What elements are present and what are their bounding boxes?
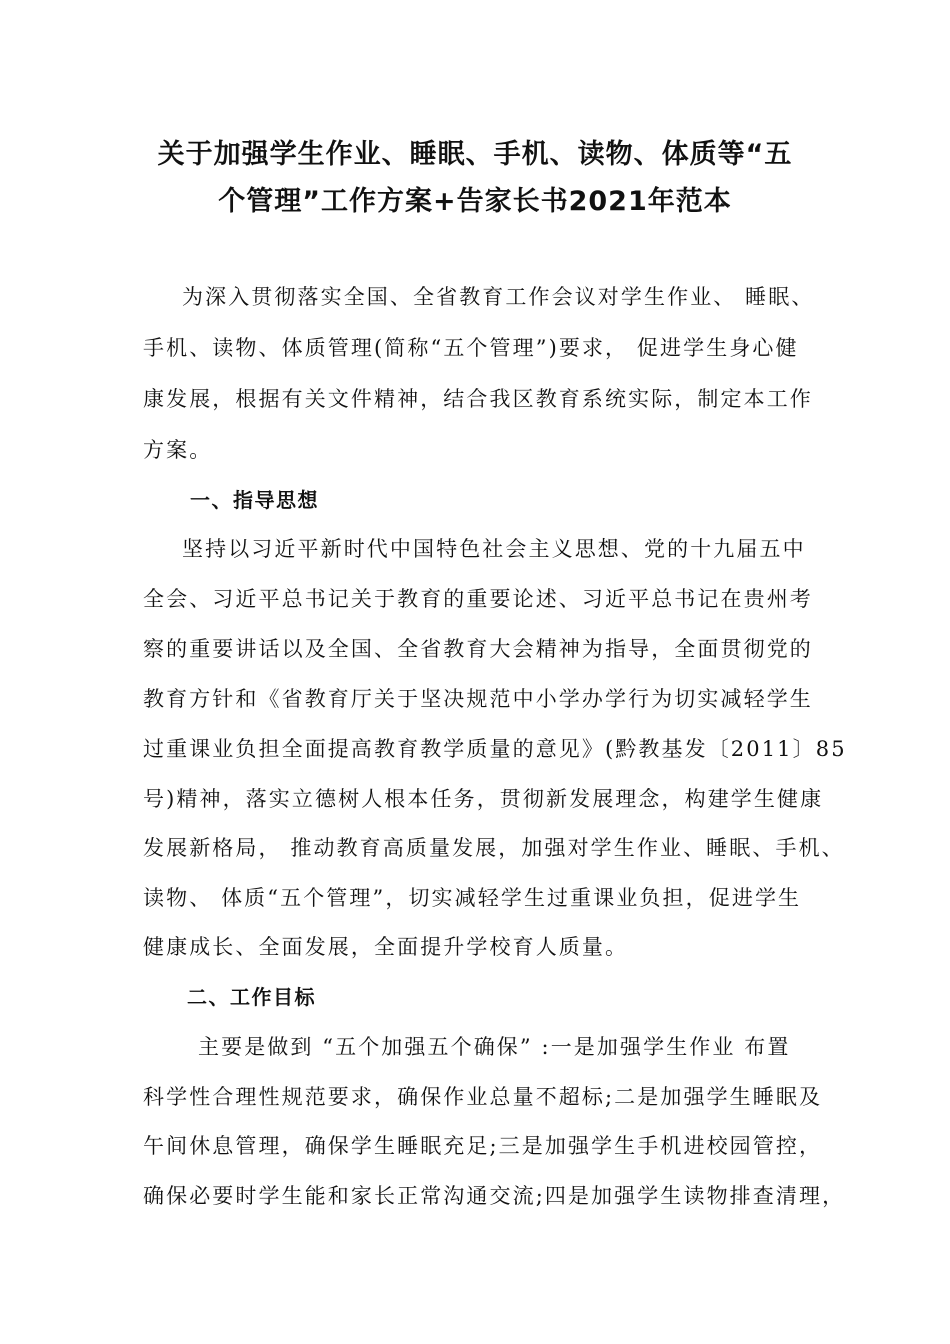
document-title-line-2: 个管理”工作方案+告家长书2021年范本 [218, 186, 732, 217]
intro-line-2: 手机、读物、体质管理(简称“五个管理”)要求， 促进学生身心健 [143, 336, 799, 360]
section2-line-4: 确保必要时学生能和家长正常沟通交流;四是加强学生读物排查清理， [143, 1184, 846, 1208]
intro-line-4: 方案。 [143, 438, 213, 462]
document-title-line-1: 关于加强学生作业、睡眠、手机、读物、体质等“五 [157, 139, 793, 170]
section1-line-7: 发展新格局， 推动教育高质量发展，加强对学生作业、睡眠、手机、 [143, 836, 845, 860]
section1-line-8: 读物、 体质“五个管理”，切实减轻学生过重课业负担，促进学生 [143, 886, 802, 910]
section1-line-1: 坚持以习近平新时代中国特色社会主义思想、党的十九届五中 [182, 537, 806, 561]
section-heading-work-goals: 二、工作目标 [187, 985, 316, 1009]
section-heading-guiding-ideology: 一、指导思想 [190, 488, 319, 512]
section1-line-4: 教育方针和《省教育厅关于坚决规范中小学办学行为切实减轻学生 [143, 687, 813, 711]
section1-line-3: 察的重要讲话以及全国、全省教育大会精神为指导，全面贯彻党的 [143, 637, 813, 661]
section1-line-9: 健康成长、全面发展，全面提升学校育人质量。 [143, 935, 629, 959]
intro-line-1: 为深入贯彻落实全国、全省教育工作会议对学生作业、 睡眠、 [182, 285, 815, 309]
section1-line-6: 号)精神，落实立德树人根本任务，贯彻新发展理念，构建学生健康 [143, 787, 824, 811]
section2-line-3: 午间休息管理，确保学生睡眠充足;三是加强学生手机进校园管控， [143, 1134, 823, 1158]
intro-line-3: 康发展，根据有关文件精神，结合我区教育系统实际，制定本工作 [143, 387, 813, 411]
section1-line-5: 过重课业负担全面提高教育教学质量的意见》(黔教基发〔2011〕85 [143, 737, 847, 761]
section2-line-2: 科学性合理性规范要求，确保作业总量不超标;二是加强学生睡眠及 [143, 1085, 823, 1109]
section1-line-2: 全会、习近平总书记关于教育的重要论述、习近平总书记在贵州考 [143, 587, 813, 611]
section2-line-1: 主要是做到 “五个加强五个确保” :一是加强学生作业 布置 [198, 1035, 791, 1059]
